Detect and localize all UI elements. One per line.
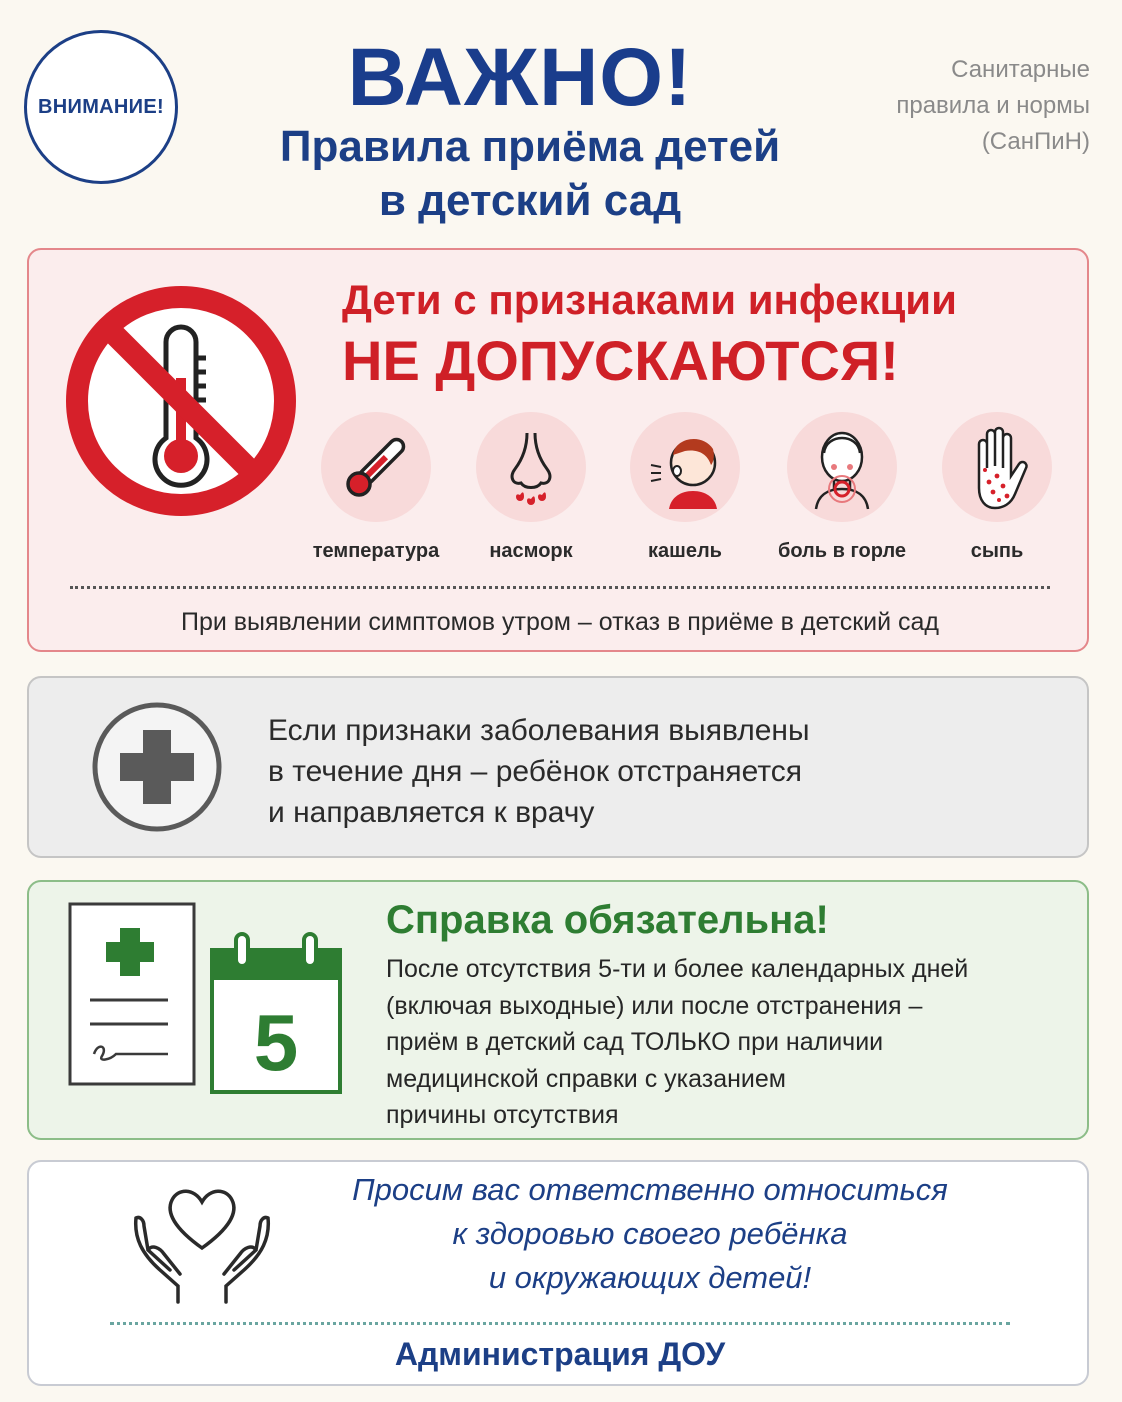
appeal-text (300, 1168, 1000, 1300)
calendar-icon (210, 930, 342, 1094)
medical-cross-icon (90, 700, 224, 834)
heart-hands-icon (130, 1178, 274, 1306)
attention-badge (24, 30, 178, 184)
symptom-label: боль в горле (777, 540, 907, 562)
symptom-item (605, 412, 765, 563)
text-line: и окружающих детей! (488, 1260, 812, 1295)
medical-certificate-icon (68, 902, 196, 1086)
symptom-item (451, 412, 611, 563)
text-line: медицинской справки с указанием (386, 1064, 786, 1093)
symptom-item (296, 412, 456, 563)
infection-heading: Дети с признаками инфекции (342, 276, 957, 323)
thermometer-icon (336, 427, 416, 507)
text-line: к здоровью своего ребёнка (452, 1216, 848, 1251)
certificate-text (386, 951, 968, 1134)
runny-nose-icon (491, 427, 571, 507)
no-thermometer-icon (58, 276, 304, 526)
text-line: в течение дня – ребёнок отстраняется (268, 755, 802, 788)
infection-heading-strong: НЕ ДОПУСКАЮТСЯ! (342, 329, 899, 392)
symptom-label: насморк (489, 540, 573, 562)
source-note (830, 52, 1090, 160)
source-line: (СанПиН) (981, 128, 1090, 155)
signature: Администрация ДОУ (394, 1336, 726, 1372)
page-title: ВАЖНО! (347, 32, 693, 123)
rash-hand-icon (957, 424, 1037, 510)
subtitle-line: в детский сад (378, 176, 682, 225)
text-line: причины отсутствия (386, 1101, 619, 1129)
page-subtitle (200, 120, 860, 228)
during-day-text (268, 710, 810, 833)
badge-text: ВНИМАНИЕ! (38, 95, 164, 118)
certificate-heading: Справка обязательна! (386, 898, 829, 942)
symptom-item (917, 412, 1077, 563)
text-line: После отсутствия 5-ти и более календарных дней (386, 955, 969, 983)
text-line: приём в детский сад ТОЛЬКО при наличии (386, 1028, 884, 1056)
symptom-label: сыпь (970, 540, 1024, 562)
divider (70, 586, 1050, 589)
text-line: Просим вас ответственно относиться (352, 1172, 948, 1207)
infection-note: При выявлении симптомов утром – отказ в приёме в детский сад (180, 608, 940, 636)
sore-throat-icon (798, 423, 886, 511)
text-line: (включая выходные) или после отстранения – (386, 991, 923, 1020)
cough-icon (641, 423, 729, 511)
symptom-label: температура (312, 540, 440, 562)
symptom-item (762, 412, 922, 563)
source-line: Санитарные (951, 56, 1090, 83)
divider (110, 1322, 1010, 1325)
calendar-number: 5 (253, 998, 299, 1087)
text-line: Если признаки заболевания выявлены (268, 714, 810, 747)
text-line: и направляется к врачу (268, 796, 595, 829)
subtitle-line: Правила приёма детей (279, 122, 781, 171)
symptom-label: кашель (648, 540, 722, 562)
source-line: правила и нормы (896, 92, 1090, 119)
